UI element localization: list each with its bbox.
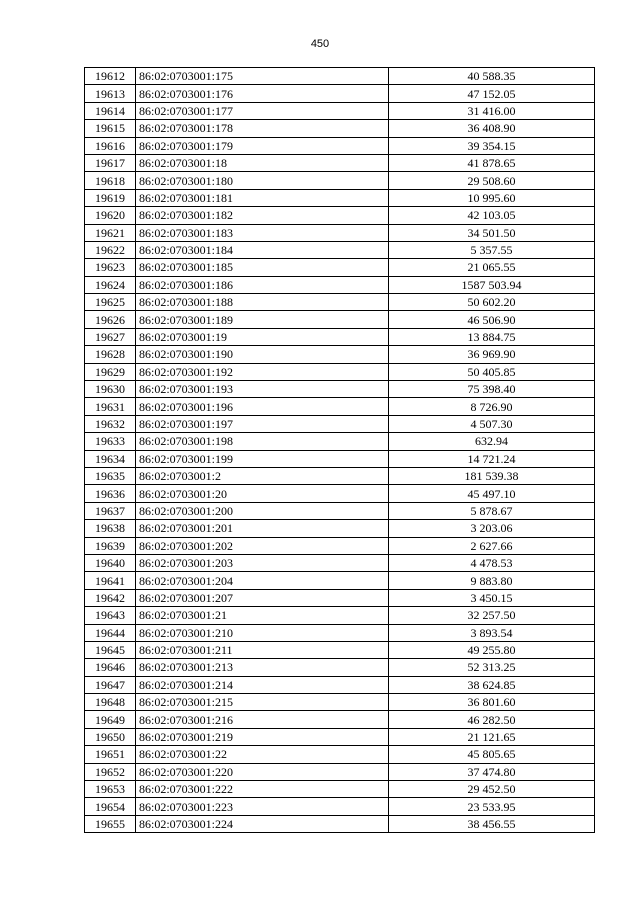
cadastral-number-cell: 86:02:0703001:219 — [136, 728, 389, 745]
value-cell: 21 065.55 — [389, 259, 595, 276]
cadastral-number-cell: 86:02:0703001:202 — [136, 537, 389, 554]
table-row — [85, 607, 595, 624]
cadastral-number-cell: 86:02:0703001:199 — [136, 450, 389, 467]
row-number-cell: 19634 — [85, 450, 136, 467]
registry-table — [84, 67, 595, 833]
row-number-cell: 19624 — [85, 276, 136, 293]
table-row — [85, 572, 595, 589]
cadastral-number-cell: 86:02:0703001:215 — [136, 694, 389, 711]
value-cell: 46 282.50 — [389, 711, 595, 728]
cadastral-number-cell: 86:02:0703001:213 — [136, 659, 389, 676]
row-number-cell: 19638 — [85, 520, 136, 537]
value-cell: 1587 503.94 — [389, 276, 595, 293]
cadastral-number-cell: 86:02:0703001:183 — [136, 224, 389, 241]
cadastral-number-cell: 86:02:0703001:223 — [136, 798, 389, 815]
value-cell: 34 501.50 — [389, 224, 595, 241]
value-cell: 13 884.75 — [389, 328, 595, 345]
value-cell: 3 203.06 — [389, 520, 595, 537]
table-row — [85, 676, 595, 693]
table-row — [85, 415, 595, 432]
row-number-cell: 19641 — [85, 572, 136, 589]
row-number-cell: 19636 — [85, 485, 136, 502]
value-cell: 23 533.95 — [389, 798, 595, 815]
cadastral-number-cell: 86:02:0703001:224 — [136, 815, 389, 832]
cadastral-number-cell: 86:02:0703001:203 — [136, 554, 389, 571]
row-number-cell: 19648 — [85, 694, 136, 711]
value-cell: 3 450.15 — [389, 589, 595, 606]
table-row — [85, 746, 595, 763]
value-cell: 32 257.50 — [389, 607, 595, 624]
table-row — [85, 728, 595, 745]
table-row — [85, 154, 595, 171]
row-number-cell: 19614 — [85, 102, 136, 119]
value-cell: 632.94 — [389, 433, 595, 450]
value-cell: 181 539.38 — [389, 467, 595, 484]
table-row — [85, 172, 595, 189]
table-row — [85, 641, 595, 658]
table-row — [85, 467, 595, 484]
registry-table-wrapper — [84, 67, 595, 833]
cadastral-number-cell: 86:02:0703001:211 — [136, 641, 389, 658]
cadastral-number-cell: 86:02:0703001:207 — [136, 589, 389, 606]
cadastral-number-cell: 86:02:0703001:2 — [136, 467, 389, 484]
cadastral-number-cell: 86:02:0703001:175 — [136, 68, 389, 85]
cadastral-number-cell: 86:02:0703001:214 — [136, 676, 389, 693]
cadastral-number-cell: 86:02:0703001:186 — [136, 276, 389, 293]
cadastral-number-cell: 86:02:0703001:222 — [136, 781, 389, 798]
value-cell: 3 893.54 — [389, 624, 595, 641]
value-cell: 47 152.05 — [389, 85, 595, 102]
cadastral-number-cell: 86:02:0703001:178 — [136, 120, 389, 137]
row-number-cell: 19633 — [85, 433, 136, 450]
row-number-cell: 19635 — [85, 467, 136, 484]
cadastral-number-cell: 86:02:0703001:189 — [136, 311, 389, 328]
value-cell: 37 474.80 — [389, 763, 595, 780]
value-cell: 31 416.00 — [389, 102, 595, 119]
row-number-cell: 19647 — [85, 676, 136, 693]
cadastral-number-cell: 86:02:0703001:22 — [136, 746, 389, 763]
row-number-cell: 19621 — [85, 224, 136, 241]
row-number-cell: 19626 — [85, 311, 136, 328]
row-number-cell: 19643 — [85, 607, 136, 624]
value-cell: 29 508.60 — [389, 172, 595, 189]
cadastral-number-cell: 86:02:0703001:196 — [136, 398, 389, 415]
value-cell: 21 121.65 — [389, 728, 595, 745]
cadastral-number-cell: 86:02:0703001:184 — [136, 241, 389, 258]
value-cell: 38 624.85 — [389, 676, 595, 693]
value-cell: 2 627.66 — [389, 537, 595, 554]
cadastral-number-cell: 86:02:0703001:21 — [136, 607, 389, 624]
table-row — [85, 241, 595, 258]
table-row — [85, 798, 595, 815]
value-cell: 50 405.85 — [389, 363, 595, 380]
value-cell: 41 878.65 — [389, 154, 595, 171]
table-row — [85, 624, 595, 641]
row-number-cell: 19650 — [85, 728, 136, 745]
table-row — [85, 520, 595, 537]
row-number-cell: 19640 — [85, 554, 136, 571]
table-row — [85, 815, 595, 832]
table-row — [85, 381, 595, 398]
cadastral-number-cell: 86:02:0703001:182 — [136, 207, 389, 224]
table-row — [85, 485, 595, 502]
table-row — [85, 120, 595, 137]
table-row — [85, 294, 595, 311]
table-row — [85, 102, 595, 119]
table-row — [85, 259, 595, 276]
table-row — [85, 85, 595, 102]
table-row — [85, 433, 595, 450]
row-number-cell: 19655 — [85, 815, 136, 832]
value-cell: 40 588.35 — [389, 68, 595, 85]
value-cell: 38 456.55 — [389, 815, 595, 832]
row-number-cell: 19631 — [85, 398, 136, 415]
value-cell: 9 883.80 — [389, 572, 595, 589]
cadastral-number-cell: 86:02:0703001:185 — [136, 259, 389, 276]
row-number-cell: 19652 — [85, 763, 136, 780]
row-number-cell: 19630 — [85, 381, 136, 398]
value-cell: 50 602.20 — [389, 294, 595, 311]
row-number-cell: 19639 — [85, 537, 136, 554]
row-number-cell: 19642 — [85, 589, 136, 606]
row-number-cell: 19651 — [85, 746, 136, 763]
table-row — [85, 763, 595, 780]
table-row — [85, 450, 595, 467]
value-cell: 52 313.25 — [389, 659, 595, 676]
table-row — [85, 346, 595, 363]
registry-table-body — [85, 68, 595, 833]
row-number-cell: 19618 — [85, 172, 136, 189]
row-number-cell: 19646 — [85, 659, 136, 676]
cadastral-number-cell: 86:02:0703001:177 — [136, 102, 389, 119]
cadastral-number-cell: 86:02:0703001:179 — [136, 137, 389, 154]
table-row — [85, 276, 595, 293]
table-row — [85, 781, 595, 798]
row-number-cell: 19629 — [85, 363, 136, 380]
table-row — [85, 328, 595, 345]
cadastral-number-cell: 86:02:0703001:198 — [136, 433, 389, 450]
table-row — [85, 363, 595, 380]
table-row — [85, 189, 595, 206]
table-row — [85, 224, 595, 241]
row-number-cell: 19632 — [85, 415, 136, 432]
row-number-cell: 19622 — [85, 241, 136, 258]
cadastral-number-cell: 86:02:0703001:19 — [136, 328, 389, 345]
cadastral-number-cell: 86:02:0703001:190 — [136, 346, 389, 363]
table-row — [85, 659, 595, 676]
row-number-cell: 19653 — [85, 781, 136, 798]
row-number-cell: 19637 — [85, 502, 136, 519]
value-cell: 75 398.40 — [389, 381, 595, 398]
table-row — [85, 398, 595, 415]
cadastral-number-cell: 86:02:0703001:216 — [136, 711, 389, 728]
cadastral-number-cell: 86:02:0703001:20 — [136, 485, 389, 502]
table-row — [85, 554, 595, 571]
value-cell: 36 408.90 — [389, 120, 595, 137]
cadastral-number-cell: 86:02:0703001:220 — [136, 763, 389, 780]
row-number-cell: 19645 — [85, 641, 136, 658]
value-cell: 5 878.67 — [389, 502, 595, 519]
table-row — [85, 68, 595, 85]
cadastral-number-cell: 86:02:0703001:193 — [136, 381, 389, 398]
row-number-cell: 19615 — [85, 120, 136, 137]
cadastral-number-cell: 86:02:0703001:181 — [136, 189, 389, 206]
table-row — [85, 694, 595, 711]
table-row — [85, 711, 595, 728]
cadastral-number-cell: 86:02:0703001:18 — [136, 154, 389, 171]
row-number-cell: 19649 — [85, 711, 136, 728]
table-row — [85, 537, 595, 554]
value-cell: 4 478.53 — [389, 554, 595, 571]
row-number-cell: 19623 — [85, 259, 136, 276]
table-row — [85, 137, 595, 154]
table-row — [85, 502, 595, 519]
value-cell: 49 255.80 — [389, 641, 595, 658]
cadastral-number-cell: 86:02:0703001:210 — [136, 624, 389, 641]
value-cell: 5 357.55 — [389, 241, 595, 258]
cadastral-number-cell: 86:02:0703001:188 — [136, 294, 389, 311]
cadastral-number-cell: 86:02:0703001:180 — [136, 172, 389, 189]
value-cell: 4 507.30 — [389, 415, 595, 432]
table-row — [85, 589, 595, 606]
row-number-cell: 19617 — [85, 154, 136, 171]
row-number-cell: 19627 — [85, 328, 136, 345]
value-cell: 42 103.05 — [389, 207, 595, 224]
value-cell: 14 721.24 — [389, 450, 595, 467]
row-number-cell: 19644 — [85, 624, 136, 641]
value-cell: 8 726.90 — [389, 398, 595, 415]
cadastral-number-cell: 86:02:0703001:200 — [136, 502, 389, 519]
cadastral-number-cell: 86:02:0703001:192 — [136, 363, 389, 380]
row-number-cell: 19625 — [85, 294, 136, 311]
value-cell: 29 452.50 — [389, 781, 595, 798]
cadastral-number-cell: 86:02:0703001:204 — [136, 572, 389, 589]
cadastral-number-cell: 86:02:0703001:197 — [136, 415, 389, 432]
row-number-cell: 19628 — [85, 346, 136, 363]
cadastral-number-cell: 86:02:0703001:176 — [136, 85, 389, 102]
table-row — [85, 311, 595, 328]
row-number-cell: 19612 — [85, 68, 136, 85]
value-cell: 36 969.90 — [389, 346, 595, 363]
value-cell: 10 995.60 — [389, 189, 595, 206]
row-number-cell: 19613 — [85, 85, 136, 102]
row-number-cell: 19619 — [85, 189, 136, 206]
value-cell: 45 805.65 — [389, 746, 595, 763]
row-number-cell: 19620 — [85, 207, 136, 224]
value-cell: 36 801.60 — [389, 694, 595, 711]
page-number: 450 — [310, 38, 330, 50]
cadastral-number-cell: 86:02:0703001:201 — [136, 520, 389, 537]
row-number-cell: 19616 — [85, 137, 136, 154]
table-row — [85, 207, 595, 224]
value-cell: 45 497.10 — [389, 485, 595, 502]
row-number-cell: 19654 — [85, 798, 136, 815]
value-cell: 39 354.15 — [389, 137, 595, 154]
value-cell: 46 506.90 — [389, 311, 595, 328]
